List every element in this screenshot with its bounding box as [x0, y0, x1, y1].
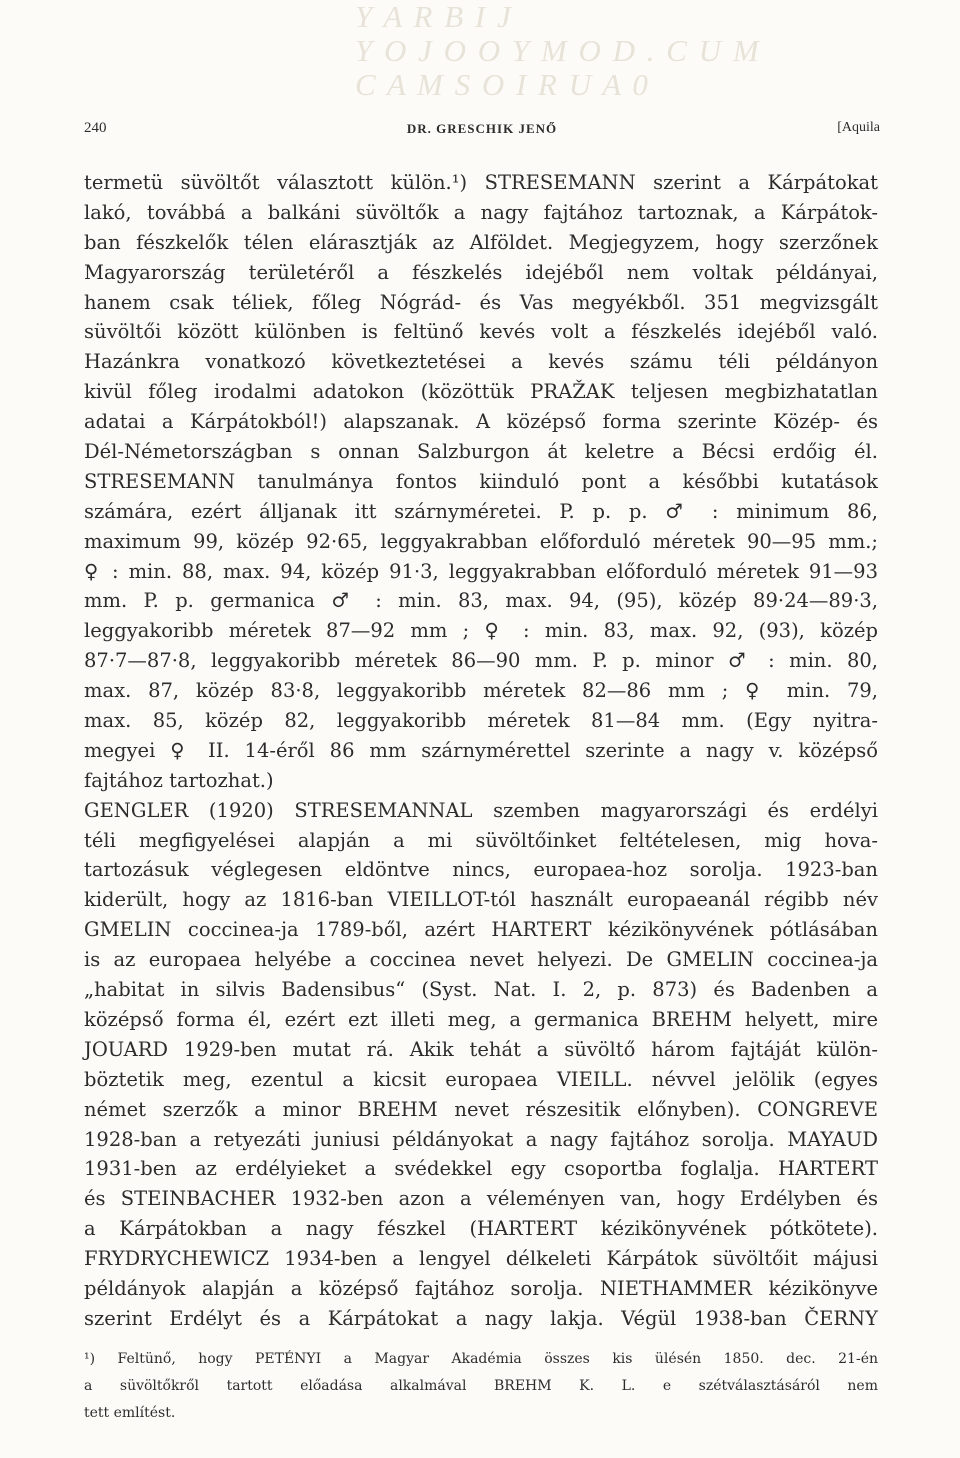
- text-line: szerint Erdélyt és a Kárpátokat a nagy lakja. Végül 1938-ban ČERNY: [84, 1306, 878, 1330]
- text-line: FRYDRYCHEWICZ 1934-ben a lengyel délkeleti Kárpátok süvöltőit májusi: [84, 1247, 878, 1271]
- text-line: termetü süvöltőt választott külön.¹) STRESEMANN szerint a Kárpátokat: [84, 171, 878, 194]
- text-line: is az europaea helyébe a coccinea nevet helyezi. De GMELIN coccinea-ja: [84, 948, 878, 972]
- text-line: példányok alapján a középső fajtához sorolja. NIETHAMMER kézikönyve: [84, 1276, 878, 1300]
- text-line: GENGLER (1920) STRESEMANNAL szemben magyarországi és erdélyi: [84, 798, 878, 822]
- text-line: fajtához tartozhat.): [84, 768, 274, 792]
- watermark-line: Y O J O O Y M O D . C U M: [355, 33, 761, 68]
- text-line: max. 85, közép 82, leggyakoribb méretek 81—84 mm. (Egy nyitra-: [84, 709, 878, 733]
- text-line: lakó, továbbá a balkáni süvöltők a nagy fajtához tartoznak, a Kárpátok-: [84, 200, 878, 224]
- running-header: [84, 120, 880, 140]
- text-line: STRESEMANN tanulmánya fontos kiinduló pont a későbbi kutatások: [84, 469, 878, 493]
- footnotes: [84, 1346, 878, 1427]
- text-line: Magyarország területéről a fészkelés idejéből nem voltak példányai,: [84, 260, 878, 284]
- text-line: megyei ♀ II. 14-éről 86 mm szárnymérettel szerinte a nagy v. középső: [84, 738, 878, 762]
- text-line: és STEINBACHER 1932-ben azon a véleményen van, hogy Erdélyben és: [84, 1187, 878, 1211]
- text-line: süvöltői között különben is feltünő kevés volt a fészkelés idejéből való.: [84, 320, 878, 344]
- body-text: [84, 168, 878, 1334]
- footnote-line: ¹) Feltünő, hogy PETÉNYI a Magyar Akadémia összes kis ülésén 1850. dec. 21-én: [84, 1351, 878, 1367]
- footnote-line: a süvöltőkről tartott előadása alkalmával BREHM K. L. e szétválasztásáról nem: [84, 1378, 878, 1394]
- text-line: ban fészkelők télen elárasztják az Alföldet. Megjegyzem, hogy szerzőnek: [84, 230, 878, 254]
- text-line: JOUARD 1929-ben mutat rá. Akik tehát a süvöltő három fajtáját külön-: [84, 1037, 878, 1061]
- watermark-line: C A M S O I R U A 0: [355, 67, 650, 102]
- text-line: leggyakoribb méretek 87—92 mm ; ♀ : min. 83, max. 92, (93), közép: [84, 619, 878, 643]
- text-line: adatai a Kárpátokból!) alapszanak. A középső forma szerinte Közép- és: [84, 410, 878, 434]
- footnote-line: tett említést.: [84, 1405, 176, 1421]
- text-line: a Kárpátokban a nagy fészkel (HARTERT kézikönyvének pótkötete).: [84, 1217, 878, 1241]
- text-line: kivül főleg irodalmi adatokon (közöttük PRAŽAK teljesen megbizhatatlan: [84, 380, 878, 404]
- watermark-line: Y A R B I J: [355, 0, 513, 34]
- text-line: 1928-ban a retyezáti juniusi példányokat a nagy fajtához sorolja. MAYAUD: [84, 1127, 878, 1151]
- text-line: téli megfigyelései alapján a mi süvöltőinket feltételesen, mig hova-: [84, 828, 878, 852]
- text-line: Hazánkra vonatkozó következtetései a kevés számu téli példányon: [84, 350, 878, 374]
- text-line: kiderült, hogy az 1816-ban VIEILLOT-tól használt europaeanál régibb név: [84, 888, 878, 912]
- watermark: [355, 0, 761, 110]
- text-line: középső forma él, ezért ezt illeti meg, a germanica BREHM helyett, mire: [84, 1007, 878, 1031]
- text-line: maximum 99, közép 92·65, leggyakrabban előforduló méretek 90—95 mm.;: [84, 529, 878, 553]
- text-line: Dél-Németországban s onnan Salzburgon át keletre a Bécsi erdőig él.: [84, 440, 878, 464]
- page-number: 240: [84, 120, 107, 136]
- text-line: tartozásuk véglegesen eldöntve nincs, europaea-hoz sorolja. 1923-ban: [84, 858, 878, 882]
- running-author: DR. GRESCHIK JENŐ: [406, 121, 558, 136]
- text-line: max. 87, közép 83·8, leggyakoribb méretek 82—86 mm ; ♀ min. 79,: [84, 679, 878, 703]
- text-line: német szerzők a minor BREHM nevet részesitik előnyben). CONGREVE: [84, 1097, 878, 1121]
- text-line: böztetik meg, ezentul a kicsit europaea VIEILL. névvel jelölik (egyes: [84, 1067, 878, 1091]
- text-line: ♀ : min. 88, max. 94, közép 91·3, leggyakrabban előforduló méretek 91—93: [84, 559, 878, 583]
- journal-name: [Aquila: [837, 120, 880, 135]
- text-line: számára, ezért álljanak itt szárnyméretei. P. p. p. ♂ : minimum 86,: [84, 499, 878, 523]
- text-line: GMELIN coccinea-ja 1789-ből, azért HARTERT kézikönyvének pótlásában: [84, 918, 878, 942]
- text-line: 1931-ben az erdélyieket a svédekkel egy csoportba foglalja. HARTERT: [84, 1157, 878, 1181]
- text-line: 87·7—87·8, leggyakoribb méretek 86—90 mm. P. p. minor ♂ : min. 80,: [84, 649, 878, 673]
- text-line: mm. P. p. germanica ♂ : min. 83, max. 94, (95), közép 89·24—89·3,: [84, 589, 878, 613]
- text-line: „habitat in silvis Badensibus“ (Syst. Nat. I. 2, p. 873) és Badenben a: [84, 978, 878, 1002]
- text-line: hanem csak téliek, főleg Nógrád- és Vas megyékből. 351 megvizsgált: [84, 290, 878, 314]
